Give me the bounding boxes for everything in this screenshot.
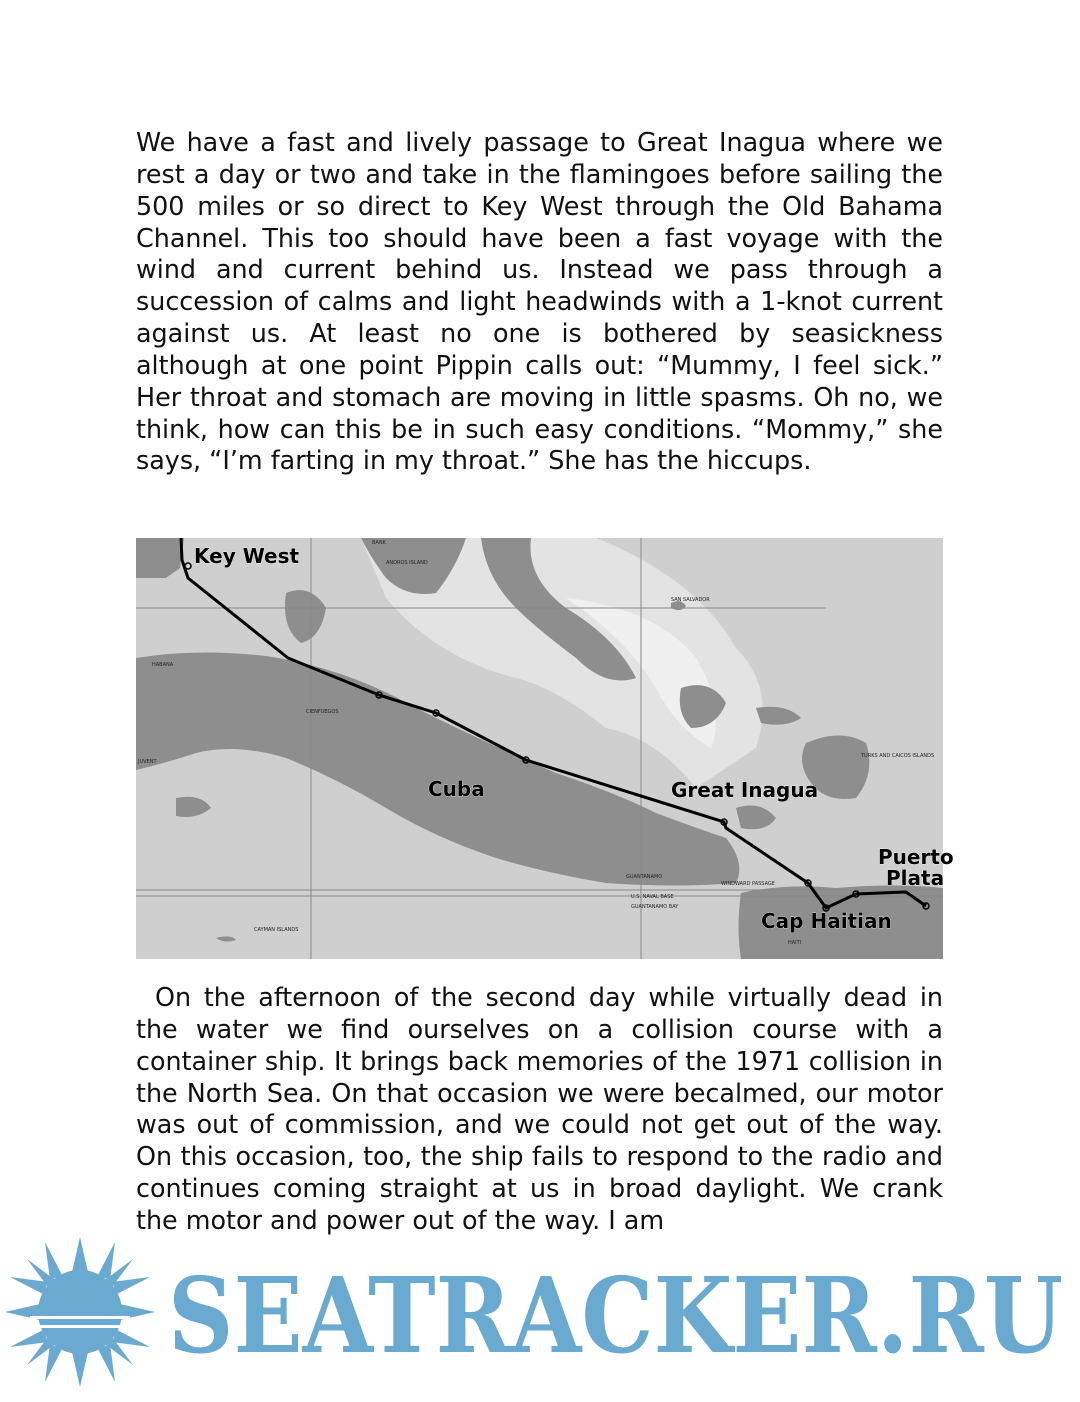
- label-san-salvador: SAN SALVADOR: [671, 597, 710, 603]
- body-paragraph-1: We have a fast and lively passage to Great Inagua where we rest a day or two and take in the flamingoes before sailing the 500 miles or so direct to Key West through the Old Bahama Channel. This too should have been a fast voyage with the wind and current behind us. Instead we pass through a succession of calms and light headwinds with a 1-knot current against us. At least no one is bothered by seasickness although at one point Pippin calls out: “Mummy, I feel sick.” Her throat and stomach are moving in little spasms. Oh no, we think, how can this be in such easy conditions. “Mommy,” she says, “I’m farting in my throat.” She has the hiccups.: [136, 127, 943, 476]
- label-key-west: Key West: [194, 544, 300, 568]
- label-juvent: JUVENT: [138, 759, 157, 765]
- label-cayman: CAYMAN ISLANDS: [254, 927, 299, 933]
- route-map: [136, 538, 954, 959]
- label-bank: BANK: [372, 540, 386, 546]
- label-naval-base: U.S. NAVAL BASE: [631, 894, 674, 900]
- label-turks-caicos: TURKS AND CAICOS ISLANDS: [861, 753, 935, 759]
- label-habana: HABANA: [152, 662, 174, 668]
- label-andros: ANDROS ISLAND: [386, 560, 428, 566]
- label-cienfuegos: CIENFUEGOS: [306, 709, 339, 715]
- body-paragraph-2: On the afternoon of the second day while virtually dead in the water we find ourselves on a collision course with a container ship. It brings back memories of the 1971 collision in the North Sea. On that occasion we were becalmed, our motor was out of commission, and we could not get out of the way. On this occasion, too, the ship fails to respond to the radio and continues coming straight at us in broad daylight. We crank the motor and power out of the way. I am: [136, 982, 943, 1235]
- label-guantanamo: GUANTANAMO: [626, 874, 663, 880]
- label-guantanamo-bay: GUANTANAMO BAY: [631, 904, 679, 910]
- label-haiti: HAITI: [788, 940, 802, 946]
- sun-logo-icon: [5, 1237, 155, 1387]
- label-plata: Plata: [886, 866, 945, 890]
- watermark: [0, 1232, 1080, 1397]
- watermark-text: SEATRACKER.RU: [168, 1254, 1063, 1377]
- label-cuba: Cuba: [428, 777, 485, 801]
- label-cap-haitian: Cap Haitian: [761, 909, 892, 933]
- label-windward-passage: WINDWARD PASSAGE: [721, 881, 775, 887]
- label-puerto: Puerto: [878, 845, 954, 869]
- label-great-inagua: Great Inagua: [671, 778, 819, 802]
